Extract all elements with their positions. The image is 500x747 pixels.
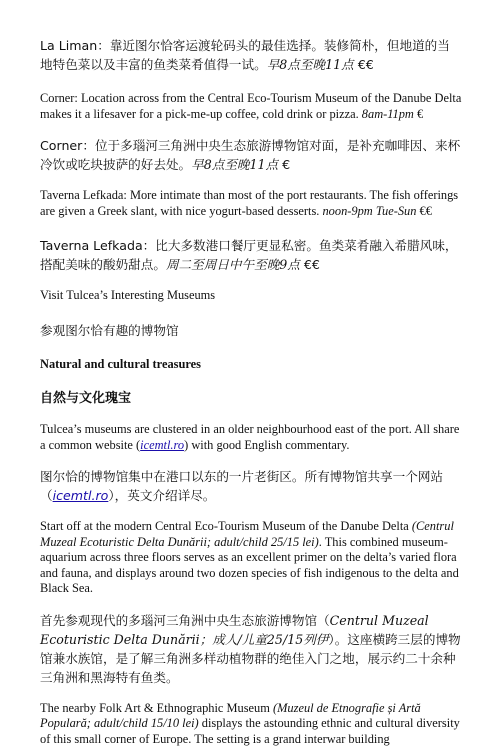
para-text: with good English commentary. [188, 438, 349, 452]
para-text: Corner：位于多瑙河三角洲中央生态旅游博物馆对面，是补充咖啡因、来杯冷饮或吃块披萨的好去处。 [40, 138, 460, 172]
para-text: 首先参观现代的多瑙河三角洲中央生态旅游博物馆（ [40, 613, 330, 628]
para-text: La Liman：靠近图尔恰客运渡轮码头的最佳选择。装修简朴，但地道的当地特色菜以及丰富的鱼类菜肴值得一试。 [40, 38, 450, 72]
para-folk-museum-en [40, 701, 462, 747]
section-heading-museums-en: Visit Tulcea’s Interesting Museums [40, 288, 462, 304]
para-text: 图尔恰的博物馆集中在港口以东的一片老街区。所有博物馆共享一个网站（ [40, 469, 443, 503]
para-text: displays the astounding ethnic and cultural diversity of this small corner of Europe. The setting is a grand interwar building [40, 716, 460, 746]
para-text: . This combined museum-aquarium across three floors serves as an excellent primer on the delta’s varied flora and fauna, and displays around two dozen species of fish indigenous to the delta and Black Sea. [40, 535, 459, 596]
subheading-treasures-en: Natural and cultural treasures [40, 357, 462, 373]
opening-hours: noon-9pm Tue-Sun [322, 204, 416, 218]
price-level: €€ [300, 257, 320, 272]
section-heading-museums-zh: 参观图尔恰有趣的博物馆 [40, 321, 462, 340]
para-corner-en [40, 91, 462, 122]
para-lefkada-zh [40, 236, 462, 274]
price-level: € [414, 107, 423, 121]
price-level: €€ [416, 204, 432, 218]
para-text: The nearby Folk Art & Ethnographic Museum [40, 701, 273, 715]
price-level: € [278, 157, 290, 172]
subheading-treasures-zh: 自然与文化瑰宝 [40, 389, 462, 408]
opening-hours: 早8点至晚11点 [267, 57, 354, 72]
para-eco-museum-en [40, 519, 462, 597]
para-eco-museum-zh [40, 611, 462, 687]
museum-name-price: (Muzeul de Etnografie și Artă Populară; adult/child 15/10 lei) [40, 701, 421, 731]
para-text: Taverna Lefkada：比大多数港口餐厅更显私密。鱼类菜肴融入希腊风味，搭配美味的酸奶甜点。 [40, 238, 458, 272]
opening-hours: 周二至周日中午至晚9点 [166, 257, 300, 272]
para-text: Taverna Lefkada: More intimate than most of the port restaurants. The fish offerings are given a Greek slant, with nice yogurt-based desserts. [40, 188, 458, 218]
website-link[interactable]: icemtl.ro [53, 488, 109, 503]
para-lefkada-en [40, 188, 462, 219]
para-text: ），英文介绍详尽。 [108, 488, 215, 503]
website-link[interactable]: icemtl.ro [140, 438, 184, 452]
para-text: Tulcea’s museums are clustered in an older neighbourhood east of the port. All share a common website [40, 422, 459, 452]
para-museums-overview-zh [40, 467, 462, 505]
museum-name-price: Centrul Muzeal Ecoturistic Delta Dunării；成人/儿童25/15列伊 [40, 613, 429, 647]
para-museums-overview-en: Tulcea’s museums are clustered in an older neighbourhood east of the port. All share a common website (icemtl.ro) with good English commentary. [40, 422, 462, 453]
para-corner-zh [40, 136, 462, 174]
opening-hours: 早8点至晚11点 [191, 157, 278, 172]
museum-name-price: (Centrul Muzeal Ecoturistic Delta Dunării; adult/child 25/15 lei) [40, 519, 454, 549]
opening-hours: 8am-11pm [362, 107, 414, 121]
price-level: €€ [354, 57, 374, 72]
para-la-liman-zh [40, 36, 462, 74]
para-text: ）。这座横跨三层的博物馆兼水族馆，是了解三角洲多样动植物群的绝佳入门之地，展示约二十余种三角洲和黑海特有鱼类。 [40, 632, 461, 685]
para-text: Start off at the modern Central Eco-Tourism Museum of the Danube Delta [40, 519, 412, 533]
para-text: Corner: Location across from the Central Eco-Tourism Museum of the Danube Delta makes it a lifesaver for a pick-me-up coffee, cold drink or pizza. [40, 91, 461, 121]
